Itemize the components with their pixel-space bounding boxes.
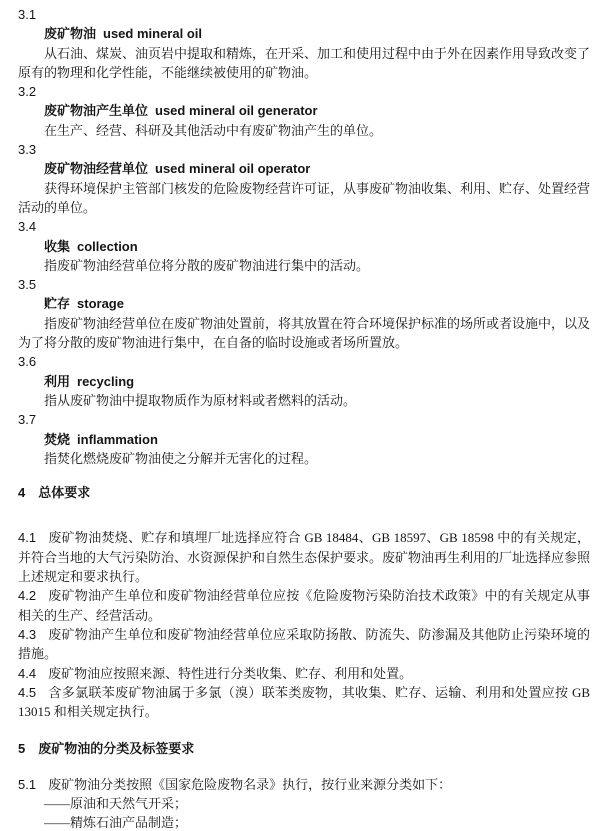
term-block: [18, 410, 590, 468]
clause: [18, 775, 590, 794]
term-title: [18, 294, 590, 313]
term-title: [18, 101, 590, 120]
clause-text: 废矿物油产生单位和废矿物油经营单位应采取防扬散、防流失、防渗漏及其他防止污染环境的措施。: [18, 626, 590, 662]
term-definition: 指焚化燃烧废矿物油使之分解并无害化的过程。: [44, 450, 318, 466]
term-number: 3.2: [18, 84, 37, 100]
term-definition: 在生产、经营、科研及其他活动中有废矿物油产生的单位。: [44, 122, 383, 138]
term-block: [18, 352, 590, 410]
term-definition: 获得环境保护主管部门核发的危险废物经营许可证，从事废矿物油收集、利用、贮存、处置经营活动的单位。: [18, 180, 591, 215]
term-title-zh: 利用: [44, 373, 71, 389]
clause-text: 含多氯联苯废矿物油属于多氯（溴）联苯类废物，其收集、贮存、运输、利用和处置应按 GB 13015 和相关规定执行。: [18, 684, 590, 720]
clause: [18, 586, 590, 625]
term-title-en: used mineral oil: [103, 26, 202, 42]
term-block: [18, 5, 590, 82]
section-5: [18, 739, 590, 831]
term-title: [18, 430, 590, 449]
term-title: [18, 237, 590, 256]
term-number: 3.1: [18, 7, 37, 22]
term-title-en: inflammation: [77, 431, 158, 447]
term-number: 3.7: [18, 412, 37, 428]
term-title-en: used mineral oil operator: [155, 161, 311, 177]
dash-list-item: ——原油和天然气开采；: [44, 795, 188, 811]
clause-number: 4.3: [18, 626, 37, 642]
term-definition: 指从废矿物油中提取物质作为原材料或者燃料的活动。: [44, 392, 357, 408]
term-title: [18, 372, 590, 391]
term-definition: 指废矿物油经营单位在废矿物油处置前，将其放置在符合环境保护标准的场所或者设施中，以及为了将分散的废矿物油进行集中，在自备的临时设施或者场所置放。: [18, 315, 591, 351]
term-number: 3.6: [18, 354, 37, 370]
section-number: 5: [18, 741, 26, 757]
clause-number: 4.1: [18, 530, 37, 546]
term-title-zh: 废矿物油产生单位: [44, 103, 149, 119]
term-title-zh: 焚烧: [44, 431, 71, 447]
clause-text: 废矿物油分类按照《国家危险废物名录》执行，按行业来源分类如下：: [48, 776, 452, 792]
clause: [18, 625, 590, 664]
section-4: [18, 483, 590, 721]
term-block: [18, 82, 590, 140]
section-heading: [18, 483, 590, 502]
clause-number: 4.5: [18, 684, 37, 700]
clause-text: 废矿物油应按照来源、特性进行分类收集、贮存、利用和处置。: [48, 665, 413, 681]
term-definition: 从石油、煤炭、油页岩中提取和精炼，在开采、加工和使用过程中由于外在因素作用导致改变了原有的物理和化学性能，不能继续被使用的矿物油。: [18, 45, 591, 80]
term-title-zh: 贮存: [44, 296, 71, 312]
term-number: 3.4: [18, 219, 37, 235]
term-number: 3.5: [18, 277, 37, 293]
section-title: 废矿物油的分类及标签要求: [38, 741, 195, 757]
term-title-zh: 废矿物油: [44, 26, 97, 42]
term-title-zh: 收集: [44, 238, 71, 254]
section-number: 4: [18, 485, 26, 501]
clause-text: 废矿物油焚烧、贮存和填埋厂址选择应符合 GB 18484、GB 18597、GB 18598 中的有关规定，并符合当地的大气污染防治、水资源保护和自然生态保护要求。废矿物油再生利用的厂址选择应参照上述规定和要求执行。: [18, 530, 591, 585]
term-block: [18, 217, 590, 275]
clause-number: 4.2: [18, 588, 37, 604]
clause-text: 废矿物油产生单位和废矿物油经营单位应按《危险废物污染防治技术政策》中的有关规定从事相关的生产、经营活动。: [18, 588, 590, 623]
term-block: [18, 275, 590, 352]
section-title: 总体要求: [38, 485, 91, 501]
clause-number: 5.1: [18, 776, 37, 792]
term-title-en: storage: [77, 296, 124, 312]
section-heading: [18, 739, 590, 758]
term-title-en: used mineral oil generator: [155, 103, 318, 119]
term-title-en: collection: [77, 238, 138, 254]
clause: [18, 528, 590, 586]
term-definition: 指废矿物油经营单位将分散的废矿物油进行集中的活动。: [44, 257, 370, 273]
term-title-zh: 废矿物油经营单位: [44, 161, 149, 177]
term-title: [18, 24, 590, 43]
clause-number: 4.4: [18, 665, 37, 681]
term-title: [18, 159, 590, 178]
dash-list-item: ——精炼石油产品制造；: [44, 815, 188, 831]
clause: [18, 664, 590, 683]
term-block: [18, 140, 590, 217]
clause: [18, 683, 590, 722]
term-number: 3.3: [18, 142, 37, 158]
term-title-en: recycling: [77, 373, 135, 389]
